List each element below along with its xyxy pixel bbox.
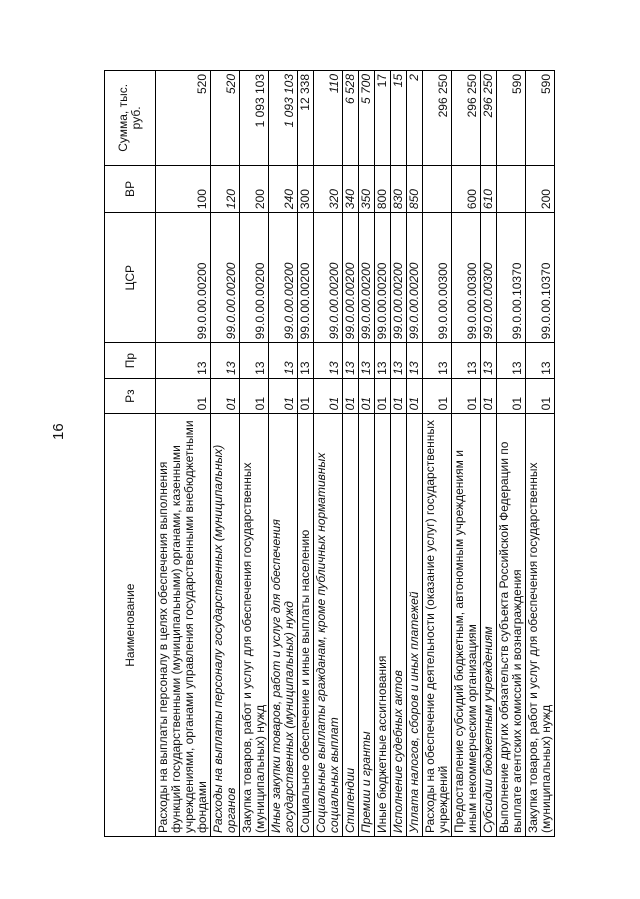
table-header-row [105, 71, 156, 837]
cell-csr: 99.0.00.00300 [423, 213, 452, 343]
cell-name: Выполнение других обязательств субъекта Российской Федерации по выплате агентских комиссий и вознаграждения [497, 414, 526, 837]
cell-vr: 100 [156, 165, 211, 212]
cell-sum: 17 [375, 71, 391, 166]
cell-vr: 830 [391, 165, 407, 212]
table-row [375, 71, 391, 837]
table-row [156, 71, 211, 837]
cell-csr: 99.0.00.00200 [298, 213, 314, 343]
table-row [526, 71, 555, 837]
header-csr: ЦСР [105, 213, 156, 343]
cell-vr: 300 [298, 165, 314, 212]
header-rz: Рз [105, 378, 156, 414]
cell-vr [497, 165, 526, 212]
cell-name: Социальные выплаты гражданам, кроме публичных нормативных социальных выплат [314, 414, 343, 837]
table-row [314, 71, 343, 837]
cell-pr: 13 [375, 343, 391, 379]
cell-rz: 01 [375, 378, 391, 414]
cell-name: Уплата налогов, сборов и иных платежей [407, 414, 423, 837]
cell-name: Расходы на обеспечение деятельности (оказание услуг) государственных учреждений [423, 414, 452, 837]
cell-sum: 12 338 [298, 71, 314, 166]
cell-rz: 01 [343, 378, 359, 414]
cell-name: Предоставление субсидий бюджетным, автономным учреждениям и иным некоммерческим организациям [452, 414, 481, 837]
cell-csr: 99.0.00.00200 [269, 213, 298, 343]
table-row [240, 71, 269, 837]
header-pr: Пр [105, 343, 156, 379]
cell-sum: 5 700 [359, 71, 375, 166]
cell-sum: 6 528 [343, 71, 359, 166]
table-body [156, 71, 555, 837]
cell-name: Премии и гранты [359, 414, 375, 837]
cell-rz: 01 [526, 378, 555, 414]
cell-vr: 320 [314, 165, 343, 212]
cell-sum: 296 250 [423, 71, 452, 166]
cell-sum: 1 093 103 [269, 71, 298, 166]
cell-sum: 520 [156, 71, 211, 166]
cell-csr: 99.0.00.10370 [526, 213, 555, 343]
cell-csr: 99.0.00.00200 [240, 213, 269, 343]
cell-rz: 01 [407, 378, 423, 414]
cell-name: Закупка товаров, работ и услуг для обеспечения государственных (муниципальных) нужд [240, 414, 269, 837]
table-row [298, 71, 314, 837]
table-row [497, 71, 526, 837]
cell-vr: 850 [407, 165, 423, 212]
cell-rz: 01 [240, 378, 269, 414]
cell-name: Иные закупки товаров, работ и услуг для обеспечения государственных (муниципальных) нужд [269, 414, 298, 837]
cell-sum: 296 250 [452, 71, 481, 166]
table-row [452, 71, 481, 837]
cell-csr: 99.0.00.00200 [211, 213, 240, 343]
cell-csr: 99.0.00.00300 [452, 213, 481, 343]
cell-csr: 99.0.00.00200 [375, 213, 391, 343]
cell-name: Расходы на выплаты персоналу государственных (муниципальных) органов [211, 414, 240, 837]
cell-sum: 15 [391, 71, 407, 166]
cell-csr: 99.0.00.00200 [407, 213, 423, 343]
rotated-sheet [104, 70, 613, 837]
cell-rz: 01 [481, 378, 497, 414]
cell-rz: 01 [452, 378, 481, 414]
cell-rz: 01 [497, 378, 526, 414]
cell-rz: 01 [314, 378, 343, 414]
cell-csr: 99.0.00.00200 [343, 213, 359, 343]
cell-vr: 120 [211, 165, 240, 212]
cell-csr: 99.0.00.00200 [156, 213, 211, 343]
cell-vr: 200 [240, 165, 269, 212]
cell-vr: 610 [481, 165, 497, 212]
cell-vr: 800 [375, 165, 391, 212]
cell-sum: 520 [211, 71, 240, 166]
cell-rz: 01 [211, 378, 240, 414]
table-row [359, 71, 375, 837]
cell-name: Социальное обеспечение и иные выплаты населению [298, 414, 314, 837]
cell-name: Иные бюджетные ассигнования [375, 414, 391, 837]
cell-name: Стипендии [343, 414, 359, 837]
table-row [423, 71, 452, 837]
cell-sum: 110 [314, 71, 343, 166]
table-row [211, 71, 240, 837]
cell-sum: 590 [526, 71, 555, 166]
cell-pr: 13 [423, 343, 452, 379]
cell-vr: 340 [343, 165, 359, 212]
cell-pr: 13 [314, 343, 343, 379]
cell-csr: 99.0.00.00200 [359, 213, 375, 343]
cell-csr: 99.0.00.00200 [391, 213, 407, 343]
header-name: Наименование [105, 414, 156, 837]
cell-csr: 99.0.00.00300 [481, 213, 497, 343]
cell-pr: 13 [359, 343, 375, 379]
cell-pr: 13 [526, 343, 555, 379]
cell-rz: 01 [269, 378, 298, 414]
table-row [391, 71, 407, 837]
cell-vr: 200 [526, 165, 555, 212]
page-number: 16 [50, 423, 67, 440]
cell-name: Закупка товаров, работ и услуг для обеспечения государственных (муниципальных) нужд [526, 414, 555, 837]
cell-sum: 590 [497, 71, 526, 166]
cell-pr: 13 [407, 343, 423, 379]
cell-vr: 600 [452, 165, 481, 212]
table-row [269, 71, 298, 837]
cell-pr: 13 [391, 343, 407, 379]
cell-pr: 13 [240, 343, 269, 379]
cell-sum: 296 250 [481, 71, 497, 166]
table-row [343, 71, 359, 837]
cell-pr: 13 [269, 343, 298, 379]
cell-rz: 01 [298, 378, 314, 414]
cell-vr: 240 [269, 165, 298, 212]
cell-sum: 1 093 103 [240, 71, 269, 166]
cell-pr: 13 [452, 343, 481, 379]
cell-rz: 01 [156, 378, 211, 414]
cell-pr: 13 [156, 343, 211, 379]
table-row [481, 71, 497, 837]
cell-name: Расходы на выплаты персоналу в целях обеспечения выполнения функций государственными (муниципальными) органами, казенными учреждениями, органами управления государственными внебюджетными фондами [156, 414, 211, 837]
header-sum: Сумма, тыс. руб. [105, 71, 156, 166]
header-vr: ВР [105, 165, 156, 212]
cell-pr: 13 [211, 343, 240, 379]
cell-csr: 99.0.00.00200 [314, 213, 343, 343]
table-row [407, 71, 423, 837]
cell-pr: 13 [298, 343, 314, 379]
cell-vr [423, 165, 452, 212]
cell-rz: 01 [423, 378, 452, 414]
cell-name: Исполнение судебных актов [391, 414, 407, 837]
budget-table [104, 70, 555, 837]
cell-vr: 350 [359, 165, 375, 212]
cell-rz: 01 [391, 378, 407, 414]
cell-name: Субсидии бюджетным учреждениям [481, 414, 497, 837]
cell-sum: 2 [407, 71, 423, 166]
cell-pr: 13 [481, 343, 497, 379]
cell-rz: 01 [359, 378, 375, 414]
cell-csr: 99.0.00.10370 [497, 213, 526, 343]
cell-pr: 13 [343, 343, 359, 379]
cell-pr: 13 [497, 343, 526, 379]
